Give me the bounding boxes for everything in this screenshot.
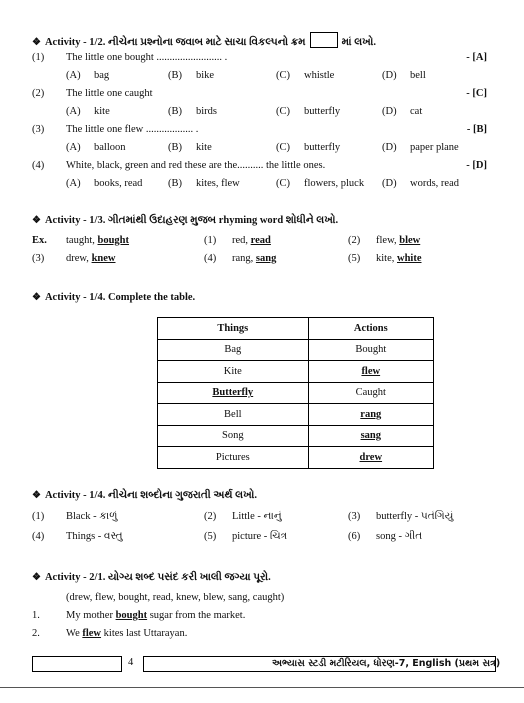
word-meaning: picture - ચિત્ર: [232, 531, 288, 542]
rhyming-answer: bought: [97, 235, 130, 246]
option-text: kites, flew: [196, 178, 240, 189]
given-word: drew,: [66, 253, 89, 264]
answer-key: - [D]: [466, 160, 487, 171]
option-text: whistle: [304, 70, 335, 81]
option-letter: (D): [382, 70, 397, 81]
rhyme-pair: [66, 235, 129, 246]
option-letter: (A): [66, 106, 81, 117]
question-number: (3): [32, 124, 45, 135]
rhyme-pair: [376, 253, 422, 264]
word-meaning: Little - નાનું: [232, 511, 282, 522]
thing-text: Butterfly: [212, 387, 254, 399]
item-number: (4): [32, 531, 45, 542]
option-letter: (D): [382, 142, 397, 153]
activity-1-2-heading: ❖ Activity - 1/2. નીચેના પ્રશ્નોના જવાબ માટે સાચા વિકલ્પનો ક્રમ માં લખો.: [32, 32, 376, 49]
option-letter: (D): [382, 106, 397, 117]
thing-cell: [158, 447, 309, 469]
word-meaning: song - ગીત: [376, 531, 423, 542]
thing-cell: [158, 339, 309, 361]
table-row: [158, 361, 434, 383]
rhyme-pair: [376, 235, 420, 246]
option-text: bike: [196, 70, 215, 81]
thing-text: Pictures: [215, 451, 250, 463]
option-text: kite: [94, 106, 110, 117]
rhyming-answer: read: [250, 235, 271, 246]
option-text: bag: [94, 70, 110, 81]
word-meaning: Black - કાળું: [66, 511, 118, 522]
action-text: flew: [361, 365, 381, 377]
action-cell: [308, 447, 433, 469]
question-text: The little one caught: [66, 88, 153, 99]
thing-text: Kite: [223, 365, 242, 377]
page-number: 4: [128, 657, 134, 668]
item-number: (3): [32, 253, 45, 264]
question-number: (2): [32, 88, 45, 99]
option-letter: (D): [382, 178, 397, 189]
sentence-1: My mother bought sugar from the market.: [66, 610, 246, 621]
option-letter: (A): [66, 70, 81, 81]
option-letter: (C): [276, 106, 290, 117]
answer-word: bought: [115, 610, 148, 621]
answer-box: [310, 32, 338, 48]
thing-cell: [158, 404, 309, 426]
action-text: sang: [360, 430, 381, 442]
diamond-bullet-icon: ❖: [32, 490, 41, 501]
example-label: Ex.: [32, 235, 47, 246]
option-text: cat: [410, 106, 423, 117]
thing-cell: [158, 382, 309, 404]
bottom-rule: [0, 687, 524, 688]
option-letter: (A): [66, 142, 81, 153]
activity-1-4-heading: ❖ Activity - 1/4. Complete the table.: [32, 292, 196, 303]
thing-cell: [158, 361, 309, 383]
diamond-bullet-icon: ❖: [32, 37, 41, 48]
answer-word: flew: [82, 628, 102, 639]
things-actions-table: [157, 317, 434, 469]
option-letter: (C): [276, 142, 290, 153]
action-cell: [308, 361, 433, 383]
question-text: The little one bought ......................... .: [66, 52, 228, 63]
item-number: (2): [204, 511, 217, 522]
word-meaning: Things - વસ્તુ: [66, 531, 123, 542]
action-cell: [308, 425, 433, 447]
rhyming-answer: knew: [91, 253, 116, 264]
option-text: words, read: [410, 178, 459, 189]
item-number: (3): [348, 511, 361, 522]
option-text: books, read: [94, 178, 143, 189]
action-text: Caught: [355, 387, 386, 399]
option-letter: (B): [168, 142, 182, 153]
word-bank: (drew, flew, bought, read, knew, blew, sang, caught): [66, 592, 285, 603]
activity-2-1-heading: ❖ Activity - 2/1. યોગ્ય શબ્દ પસંદ કરી ખાલી જગ્યા પૂરો.: [32, 572, 271, 583]
option-letter: (A): [66, 178, 81, 189]
action-text: drew: [359, 451, 383, 463]
word-meaning: butterfly - પતંગિયું: [376, 511, 454, 522]
thing-text: Bag: [224, 344, 242, 356]
diamond-bullet-icon: ❖: [32, 215, 41, 226]
answer-key: - [C]: [466, 88, 487, 99]
option-letter: (C): [276, 178, 290, 189]
option-text: kite: [196, 142, 212, 153]
given-word: red,: [232, 235, 249, 246]
option-text: butterfly: [304, 106, 341, 117]
question-text: The little one flew .................. .: [66, 124, 199, 135]
option-text: bell: [410, 70, 426, 81]
option-letter: (C): [276, 70, 290, 81]
sentence-2: We flew kites last Uttarayan.: [66, 628, 188, 639]
item-number: (6): [348, 531, 361, 542]
diamond-bullet-icon: ❖: [32, 292, 41, 303]
rhyming-answer: sang: [255, 253, 277, 264]
option-letter: (B): [168, 178, 182, 189]
sentence-1-number: 1.: [32, 610, 40, 621]
item-number: (5): [348, 253, 361, 264]
item-number: (1): [204, 235, 217, 246]
table-row: [158, 425, 434, 447]
rhyme-pair: [232, 253, 276, 264]
action-cell: [308, 339, 433, 361]
option-text: flowers, pluck: [304, 178, 365, 189]
option-text: birds: [196, 106, 217, 117]
table-row: [158, 339, 434, 361]
option-text: butterfly: [304, 142, 341, 153]
thing-text: Song: [221, 430, 244, 442]
column-header-actions: Actions: [308, 318, 433, 340]
column-header-things: Things: [158, 318, 309, 340]
action-text: rang: [360, 408, 382, 420]
thing-text: Bell: [224, 408, 242, 420]
rhyme-pair: [232, 235, 271, 246]
given-word: rang,: [232, 253, 254, 264]
question-number: (1): [32, 52, 45, 63]
rhyming-answer: white: [397, 253, 422, 264]
item-number: (5): [204, 531, 217, 542]
action-cell: [308, 404, 433, 426]
given-word: flew,: [376, 235, 397, 246]
answer-key: - [B]: [466, 124, 487, 135]
rhyming-answer: blew: [399, 235, 421, 246]
item-number: (1): [32, 511, 45, 522]
option-letter: (B): [168, 106, 182, 117]
action-text: Bought: [355, 344, 387, 356]
given-word: kite,: [376, 253, 395, 264]
action-cell: [308, 382, 433, 404]
rhyme-pair: [66, 253, 116, 264]
option-text: balloon: [94, 142, 126, 153]
table-row: [158, 447, 434, 469]
question-text: White, black, green and red these are the.......... the little ones.: [66, 160, 326, 171]
table-row: [158, 404, 434, 426]
footer-left-box: [32, 656, 122, 672]
footer-title: અભ્યાસ સ્ટડી મટીરિયલ, ધોરણ-7, English (પ્રથમ સત્ર): [272, 658, 501, 669]
option-text: paper plane: [410, 142, 459, 153]
thing-cell: [158, 425, 309, 447]
table-row: [158, 382, 434, 404]
activity-1-3-heading: ❖ Activity - 1/3. ગીતમાંથી ઉદાહરણ મુજબ rhyming word શોધીને લખો.: [32, 215, 339, 226]
question-number: (4): [32, 160, 45, 171]
diamond-bullet-icon: ❖: [32, 572, 41, 583]
sentence-2-number: 2.: [32, 628, 40, 639]
answer-key: - [A]: [466, 52, 487, 63]
option-letter: (B): [168, 70, 182, 81]
item-number: (4): [204, 253, 217, 264]
table-header-row: [158, 318, 434, 340]
item-number: (2): [348, 235, 361, 246]
given-word: taught,: [66, 235, 95, 246]
activity-1-4-meaning-heading: ❖ Activity - 1/4. નીચેના શબ્દોના ગુજરાતી અર્થ લખો.: [32, 490, 257, 501]
